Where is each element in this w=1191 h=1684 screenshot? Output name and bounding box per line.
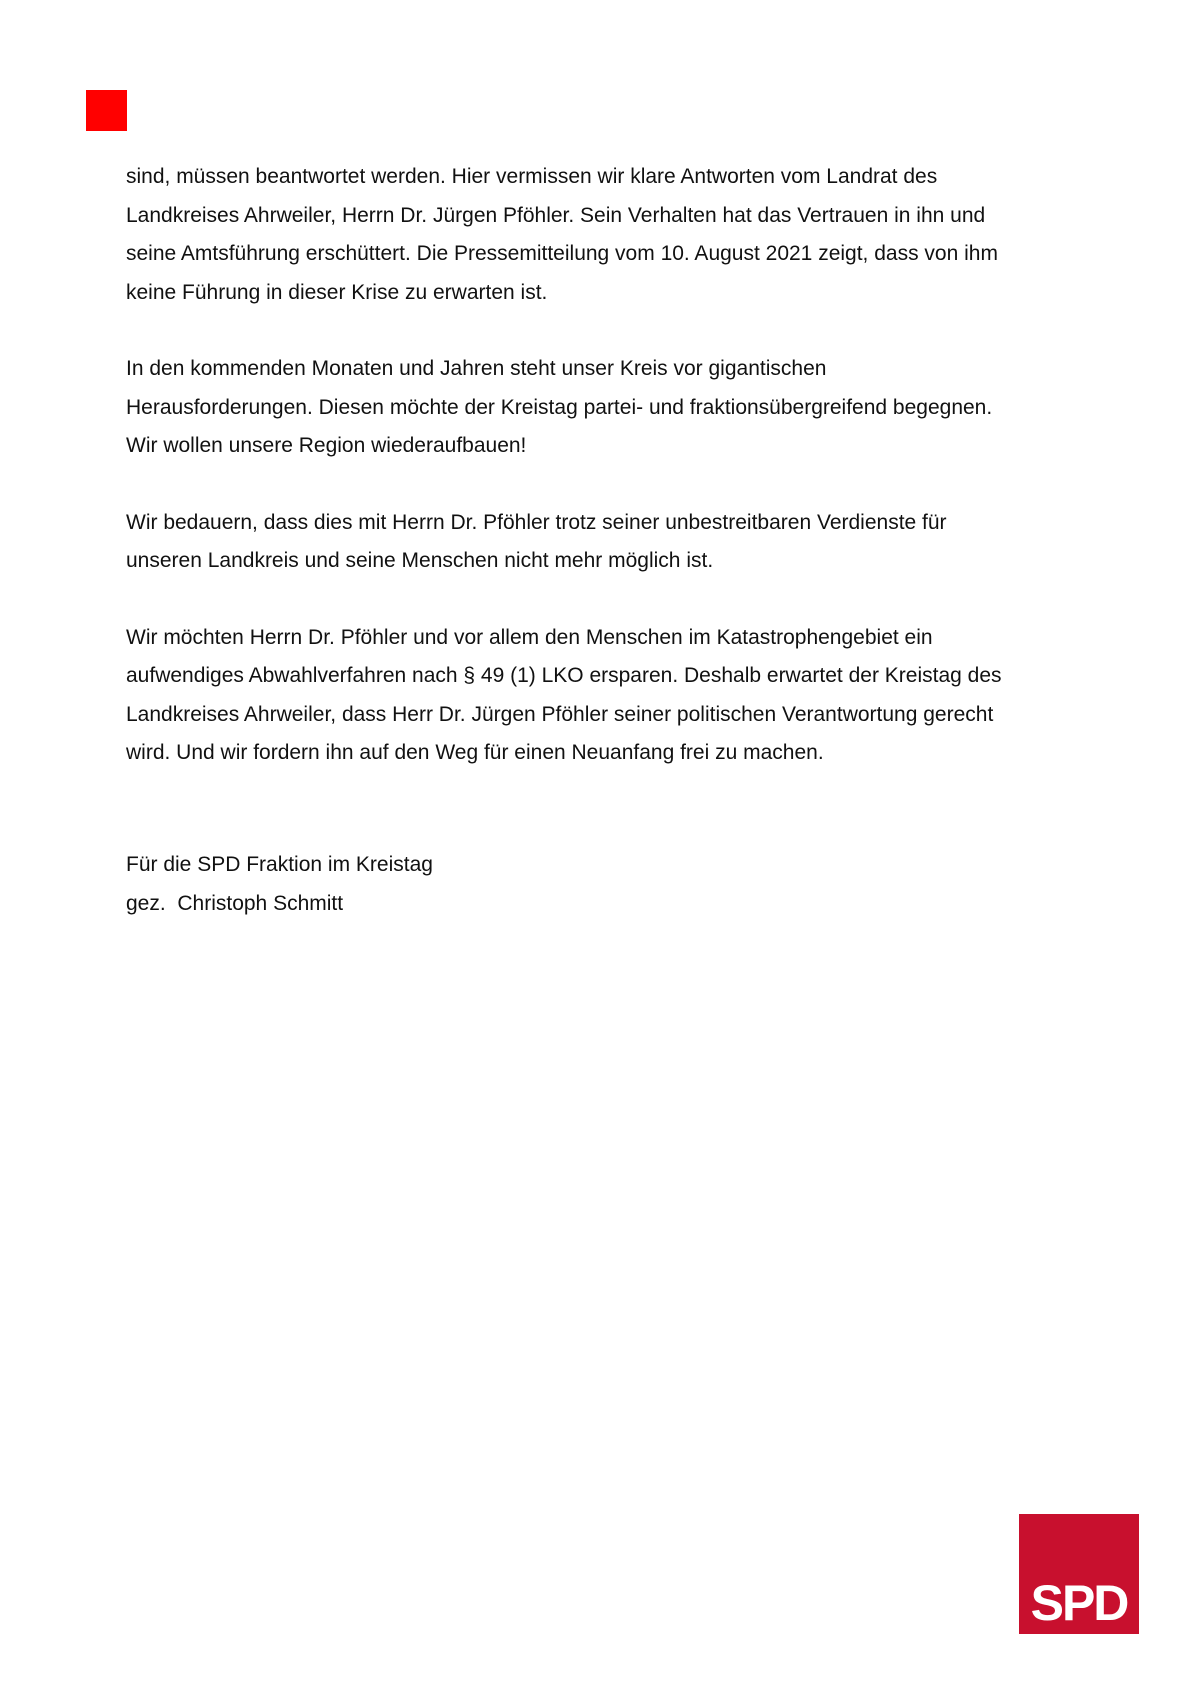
signature-line-name: gez. Christoph Schmitt — [126, 891, 344, 915]
paragraph-1: sind, müssen beantwortet werden. Hier vermissen wir klare Antworten vom Landrat des Landkreises Ahrweiler, Herrn Dr. Jürgen Pföhler. Sein Verhalten hat das Vertrauen in ihn und seine Amtsführung erschüttert. Die Pressemitteilung vom 10. August 2021 zeigt, dass von ihm keine Führung in dieser Krise zu erwarten ist. — [126, 165, 998, 304]
signature-block — [126, 846, 433, 923]
paragraph-2: In den kommenden Monaten und Jahren steht unser Kreis vor gigantischen Herausforderungen. Diesen möchte der Kreistag partei- und fraktionsübergreifend begegnen. Wir wollen unsere Region wiederaufbauen! — [126, 357, 993, 457]
signature-line-faction: Für die SPD Fraktion im Kreistag — [126, 853, 433, 876]
spd-logo-text: SPD — [1030, 1575, 1128, 1631]
letter-body — [126, 158, 1066, 811]
paragraph-3: Wir bedauern, dass dies mit Herrn Dr. Pföhler trotz seiner unbestreitbaren Verdienste für unseren Landkreis und seine Menschen nicht mehr möglich ist. — [126, 510, 947, 572]
spd-logo — [1019, 1514, 1139, 1634]
paragraph-4: Wir möchten Herrn Dr. Pföhler und vor allem den Menschen im Katastrophengebiet ein aufwendiges Abwahlverfahren nach § 49 (1) LKO ersparen. Deshalb erwartet der Kreistag des Landkreises Ahrweiler, dass Herr Dr. Jürgen Pföhler seiner politischen Verantwortung gerecht wird. Und wir fordern ihn auf den Weg für einen Neuanfang frei zu machen. — [126, 625, 1002, 764]
red-square-marker — [86, 90, 127, 131]
